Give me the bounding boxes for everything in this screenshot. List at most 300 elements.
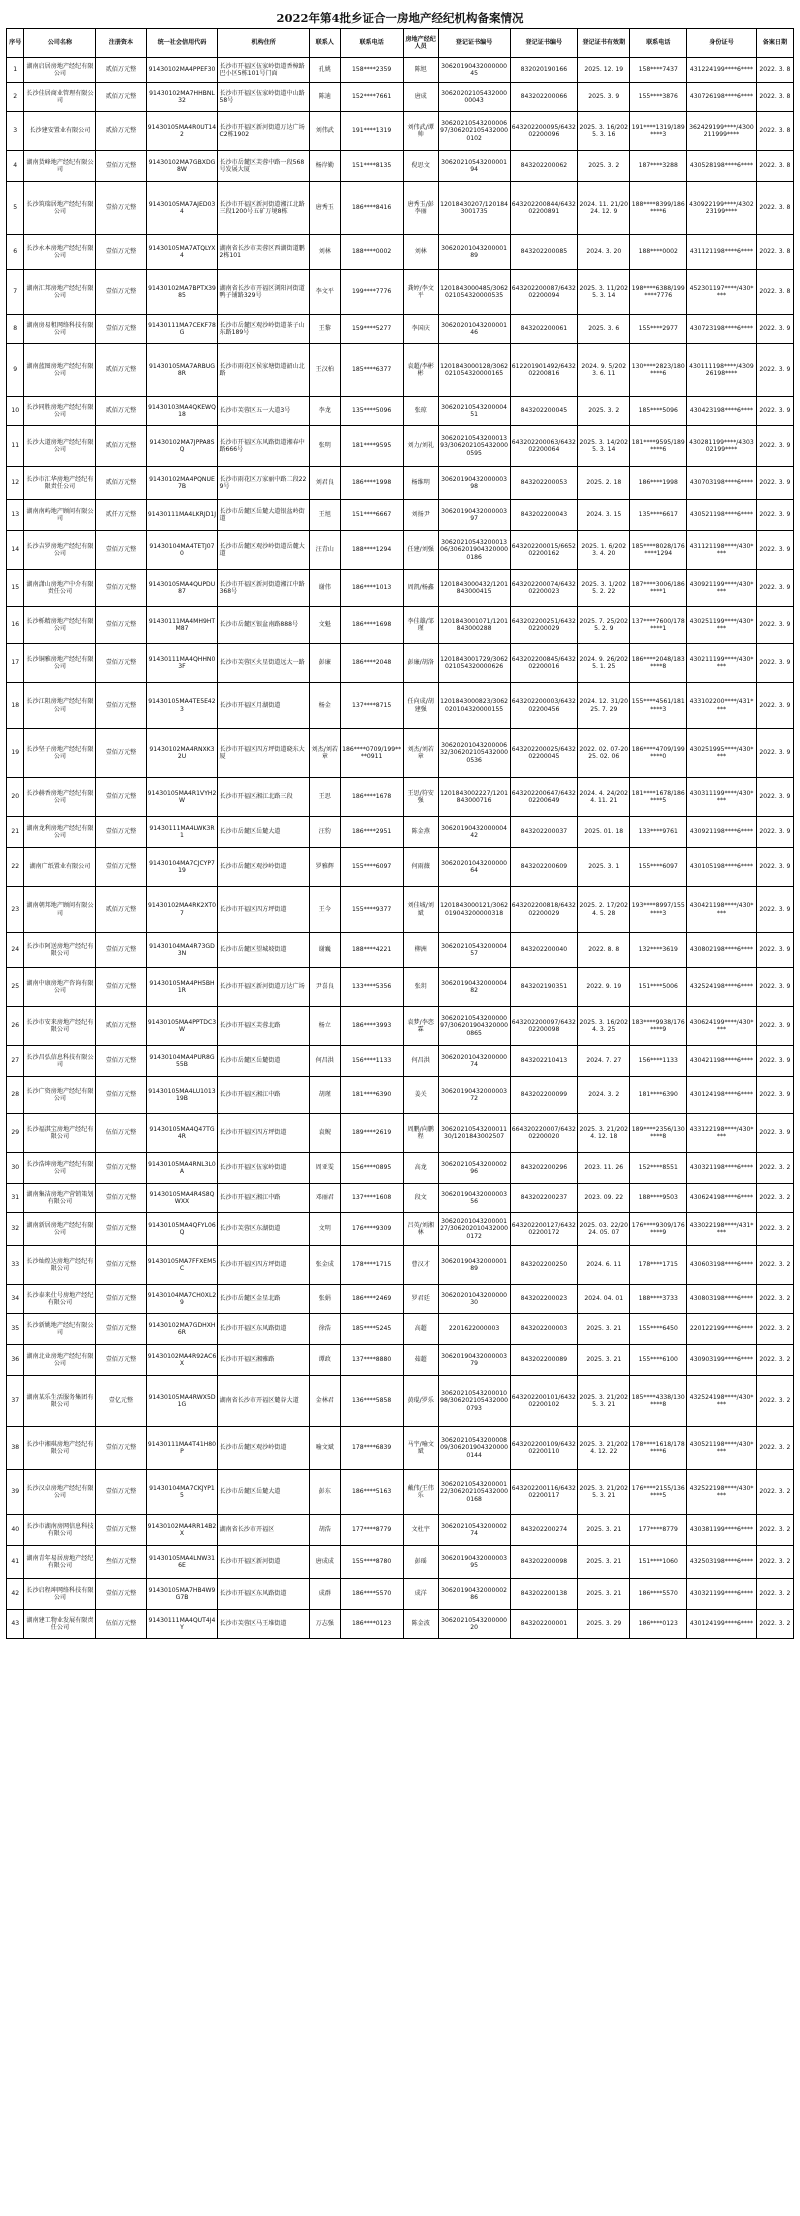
agent-name-cell: 周鹏/向鹏程 [403,1114,438,1153]
certificate-number-cell: 3062019043200000395 [438,1546,510,1579]
registration-number-cell: 643202200127/643202200172 [510,1213,578,1246]
row-number-cell: 35 [7,1314,24,1345]
company-name-cell: 湖南集洁房地产营销策划有限公司 [24,1184,96,1213]
certificate-validity-cell: 2025. 3. 1 [578,848,630,887]
row-number-cell: 37 [7,1376,24,1427]
table-row [7,933,794,968]
contact-person-cell: 汪青山 [310,531,341,570]
filing-date-cell: 2022. 3. 8 [756,58,793,83]
contact-phone-cell: 177****8779 [340,1515,403,1546]
id-number-cell: 430624198****6**** [687,1184,757,1213]
certificate-validity-cell: 2025. 3. 29 [578,1610,630,1639]
company-name-cell: 长沙筑瑞居地产经纪有限公司 [24,182,96,235]
credit-code-cell: 91430102MA4RNXK32U [146,729,218,778]
certificate-number-cell: 3062021054320001130/1201843002507 [438,1114,510,1153]
agent-phone-cell: 177****8779 [630,1515,687,1546]
table-row [7,1427,794,1470]
company-name-cell: 长沙泰来仕号房地产经纪有限公司 [24,1285,96,1314]
contact-person-cell: 张明 [310,426,341,467]
registered-capital-cell: 壹佰万元整 [96,1345,146,1376]
address-cell: 长沙市开福区新河街道湘江中路368号 [218,570,310,607]
contact-person-cell: 李龙 [310,397,341,426]
filing-date-cell: 2022. 3. 2 [756,1213,793,1246]
id-number-cell: 430723198****6**** [687,315,757,344]
registered-capital-cell: 叁佰万元整 [96,1546,146,1579]
credit-code-cell: 91430111MA4T41H80P [146,1427,218,1470]
registered-capital-cell: 贰佰万元整 [96,887,146,933]
registration-number-cell: 843202200053 [510,467,578,500]
contact-person-cell: 文魁 [310,607,341,644]
address-cell: 长沙市开福区湘江中路 [218,1184,310,1213]
agent-phone-cell: 185****5096 [630,397,687,426]
contact-phone-cell: 178****1715 [340,1246,403,1285]
certificate-number-cell: 3062021054320000457 [438,933,510,968]
certificate-number-cell: 3062021054320000697/3062021054320000102 [438,112,510,151]
agent-name-cell: 唐秀玉/彭李丽 [403,182,438,235]
address-cell: 长沙市芙蓉区火星街道远大一路 [218,644,310,683]
address-cell: 长沙市开福区湘雅路 [218,1345,310,1376]
company-name-cell: 湖南新居房地产经纪有限公司 [24,1213,96,1246]
contact-person-cell: 袁鲵 [310,1114,341,1153]
certificate-validity-cell: 2022. 8. 8 [578,933,630,968]
contact-person-cell: 胡浩 [310,1515,341,1546]
contact-phone-cell: 188****0002 [340,235,403,270]
id-number-cell: 430321199****6**** [687,1579,757,1610]
filing-date-cell: 2022. 3. 9 [756,1007,793,1046]
company-name-cell: 长沙福淇宝房地产经纪有限公司 [24,1114,96,1153]
address-cell: 长沙市开福区伍家岭街道香樟路巴小区5栋101号门面 [218,58,310,83]
table-row [7,1007,794,1046]
id-number-cell: 430726198****6**** [687,83,757,112]
id-number-cell: 431224199****6**** [687,58,757,83]
registration-number-cell: 843202200023 [510,1285,578,1314]
agent-phone-cell: 188****9503 [630,1184,687,1213]
row-number-cell: 36 [7,1345,24,1376]
company-name-cell: 湖南中康房地产咨询有限公司 [24,968,96,1007]
company-name-cell: 长沙广资房地产经纪有限公司 [24,1077,96,1114]
registration-number-cell: 843202200138 [510,1579,578,1610]
certificate-validity-cell: 2025. 3. 9 [578,83,630,112]
filing-date-cell: 2022. 3. 9 [756,570,793,607]
registration-number-cell: 643202200074/643202200023 [510,570,578,607]
registered-capital-cell: 伍佰万元整 [96,1610,146,1639]
certificate-number-cell: 3062019043200000356 [438,1184,510,1213]
table-row [7,817,794,848]
company-name-cell: 长沙灿煌达房地产经纪有限公司 [24,1246,96,1285]
company-name-cell: 湖南货峰地产经纪有限公司 [24,151,96,182]
row-number-cell: 34 [7,1285,24,1314]
address-cell: 长沙市岳麓区岳麓街道 [218,1046,310,1077]
company-name-cell: 湖南蓝图房地产经纪有限公司 [24,344,96,397]
registration-number-cell: 643202200251/643202200029 [510,607,578,644]
registered-capital-cell: 壹佰万元整 [96,570,146,607]
agent-phone-cell: 187****3006/186****1 [630,570,687,607]
certificate-validity-cell: 2025. 3. 21 [578,1579,630,1610]
certificate-number-cell: 3062021054320000194 [438,151,510,182]
company-name-cell: 长沙昌弘信息科技有限公司 [24,1046,96,1077]
registration-number-cell: 643202200097/643202200098 [510,1007,578,1046]
contact-phone-cell: 181****9595 [340,426,403,467]
certificate-validity-cell: 2025. 3. 2 [578,151,630,182]
certificate-validity-cell: 2024. 7. 27 [578,1046,630,1077]
id-number-cell: 432524198****/430**** [687,1376,757,1427]
filing-date-cell: 2022. 3. 9 [756,729,793,778]
filing-date-cell: 2022. 3. 9 [756,426,793,467]
address-cell: 长沙市芙蓉区东湖街道 [218,1213,310,1246]
address-cell: 长沙市开福区伍家岭街道 [218,1153,310,1184]
id-number-cell: 433022198****/431**** [687,1213,757,1246]
credit-code-cell: 91430105MA4LU101319B [146,1077,218,1114]
column-header: 备案日期 [756,29,793,58]
contact-phone-cell: 151****6667 [340,500,403,531]
column-header: 联系电话 [630,29,687,58]
contact-person-cell: 彭廉 [310,644,341,683]
row-number-cell: 13 [7,500,24,531]
certificate-validity-cell: 2022. 02. 07-2025. 02. 06 [578,729,630,778]
certificate-number-cell: 1201843000128/3062021054320000165 [438,344,510,397]
registration-number-cell: 843202200099 [510,1077,578,1114]
address-cell: 湖南省长沙市开福区麓谷大道 [218,1376,310,1427]
credit-code-cell: 91430105MA4QUPDU87 [146,570,218,607]
agent-phone-cell: 186****4709/199****0 [630,729,687,778]
contact-person-cell: 王汉柏 [310,344,341,397]
address-cell: 长沙市岳麓区银盆南路888号 [218,607,310,644]
filing-date-cell: 2022. 3. 8 [756,151,793,182]
registration-number-cell: 643202200025/643202200045 [510,729,578,778]
agent-phone-cell: 155****3876 [630,83,687,112]
credit-code-cell: 91430105MA4TE5E423 [146,683,218,729]
certificate-validity-cell: 2025. 2. 17/2024. 5. 28 [578,887,630,933]
id-number-cell: 431121198****/430**** [687,531,757,570]
id-number-cell: 430421198****/430**** [687,887,757,933]
table-row [7,887,794,933]
certificate-number-cell: 3062021054320001393/3062021054320000595 [438,426,510,467]
registered-capital-cell: 壹佰万元整 [96,270,146,315]
registered-capital-cell: 壹佰万元整 [96,1427,146,1470]
row-number-cell: 39 [7,1470,24,1515]
registration-number-cell: 843202200061 [510,315,578,344]
id-number-cell: 430421198****6**** [687,1046,757,1077]
table-row [7,467,794,500]
row-number-cell: 21 [7,817,24,848]
certificate-validity-cell: 2025. 1. 6/2023. 4. 20 [578,531,630,570]
registered-capital-cell: 壹佰万元整 [96,531,146,570]
registered-capital-cell: 壹佰万元整 [96,1046,146,1077]
company-name-cell: 湖南广纸置业有限公司 [24,848,96,887]
id-number-cell: 430603198****6**** [687,1246,757,1285]
contact-person-cell: 喻文斌 [310,1427,341,1470]
table-row [7,1077,794,1114]
agent-phone-cell: 135****6617 [630,500,687,531]
address-cell: 长沙市开福区东风路街道湘春中路666号 [218,426,310,467]
credit-code-cell: 91430105MA7AJED034 [146,182,218,235]
contact-phone-cell: 151****8135 [340,151,403,182]
address-cell: 长沙市雨花区万家丽中路二段229号 [218,467,310,500]
row-number-cell: 17 [7,644,24,683]
address-cell: 长沙市岳麓区金星北路 [218,1285,310,1314]
certificate-number-cell: 3062019043200000398 [438,467,510,500]
contact-phone-cell: 155****9377 [340,887,403,933]
contact-person-cell: 杨岸勤 [310,151,341,182]
contact-phone-cell: 188****1294 [340,531,403,570]
filing-date-cell: 2022. 3. 8 [756,270,793,315]
credit-code-cell: 91430111MA4LKRJD1J [146,500,218,531]
table-row [7,1213,794,1246]
filing-date-cell: 2022. 3. 9 [756,933,793,968]
agent-name-cell: 袁梦/李恋霖 [403,1007,438,1046]
table-row [7,1579,794,1610]
contact-phone-cell: 176****9309 [340,1213,403,1246]
address-cell: 长沙市开福区新河街道湘江北路三段1200号五矿万境8栋 [218,182,310,235]
company-name-cell: 长沙市汇华房地产经纪有限责任公司 [24,467,96,500]
contact-person-cell: 王黎 [310,315,341,344]
registered-capital-cell: 贰佰万元整 [96,83,146,112]
row-number-cell: 19 [7,729,24,778]
address-cell: 长沙市芙蓉区五一大道3号 [218,397,310,426]
id-number-cell: 430251199****/430**** [687,607,757,644]
agent-phone-cell: 155****6097 [630,848,687,887]
agent-phone-cell: 155****4561/181****3 [630,683,687,729]
contact-person-cell: 张娟 [310,1285,341,1314]
certificate-number-cell: 3062021054320000296 [438,1153,510,1184]
credit-code-cell: 91430105MA7FFXEM5C [146,1246,218,1285]
certificate-validity-cell: 2025. 3. 2 [578,397,630,426]
contact-person-cell: 周亚雯 [310,1153,341,1184]
address-cell: 长沙市开福区湘江北路三段 [218,778,310,817]
table-row [7,1046,794,1077]
filing-date-cell: 2022. 3. 9 [756,887,793,933]
contact-phone-cell: 185****5245 [340,1314,403,1345]
certificate-number-cell: 1201843002227/1201843000716 [438,778,510,817]
agent-phone-cell: 176****9309/176****9 [630,1213,687,1246]
certificate-number-cell: 3062021054320000020 [438,1610,510,1639]
agent-phone-cell: 181****6390 [630,1077,687,1114]
certificate-validity-cell: 2025. 3. 16/2025. 3. 16 [578,112,630,151]
table-row [7,112,794,151]
company-name-cell: 湖南龙利房地产经纪有限公司 [24,817,96,848]
filing-date-cell: 2022. 3. 8 [756,235,793,270]
registered-capital-cell: 贰仟万元整 [96,500,146,531]
certificate-validity-cell: 2024. 4. 24/2024. 11. 21 [578,778,630,817]
certificate-validity-cell: 2024. 3. 2 [578,1077,630,1114]
row-number-cell: 6 [7,235,24,270]
certificate-number-cell: 3062019043200000397 [438,500,510,531]
id-number-cell: 433122198****/430**** [687,1114,757,1153]
column-header: 联系人 [310,29,341,58]
contact-phone-cell: 178****6839 [340,1427,403,1470]
contact-phone-cell: 155****8780 [340,1546,403,1579]
filing-date-cell: 2022. 3. 9 [756,778,793,817]
agent-phone-cell: 137****7600/178****1 [630,607,687,644]
registration-number-cell: 843202200296 [510,1153,578,1184]
id-number-cell: 430624199****/430**** [687,1007,757,1046]
registered-capital-cell: 贰佰万元整 [96,344,146,397]
certificate-validity-cell: 2025. 3. 21 [578,1515,630,1546]
contact-phone-cell: 186****1013 [340,570,403,607]
certificate-number-cell: 3062019043200000372 [438,1077,510,1114]
id-number-cell: 431121198****6**** [687,235,757,270]
id-number-cell: 430381199****6**** [687,1515,757,1546]
credit-code-cell: 91430105MA7HB4W9G7B [146,1579,218,1610]
agent-phone-cell: 181****1678/186****5 [630,778,687,817]
row-number-cell: 22 [7,848,24,887]
address-cell: 长沙市岳麓区芙蓉中路一段568号发展大厦 [218,151,310,182]
row-number-cell: 5 [7,182,24,235]
id-number-cell: 430321198****6**** [687,1153,757,1184]
table-row [7,1546,794,1579]
agent-name-cell: 高超 [403,1314,438,1345]
company-name-cell: 湖南启居房地产经纪有限公司 [24,58,96,83]
table-row [7,644,794,683]
contact-phone-cell: 158****2359 [340,58,403,83]
filing-date-cell: 2022. 3. 2 [756,1610,793,1639]
id-number-cell: 430281199****/430302199**** [687,426,757,467]
contact-person-cell: 唐秀玉 [310,182,341,235]
contact-phone-cell: 199****7776 [340,270,403,315]
agent-name-cell: 刘林 [403,235,438,270]
certificate-number-cell: 3062021054320000809/3062019043200000144 [438,1427,510,1470]
contact-phone-cell: 159****5277 [340,315,403,344]
agent-phone-cell: 155****6450 [630,1314,687,1345]
column-header: 登记证书编号 [510,29,578,58]
certificate-number-cell: 1201843001729/3062021054320000626 [438,644,510,683]
company-name-cell: 湖南某乐生活服务集团有限公司 [24,1376,96,1427]
table-row [7,270,794,315]
table-row [7,968,794,1007]
contact-person-cell: 谢伟 [310,570,341,607]
credit-code-cell: 91430104MA4PUR8G55B [146,1046,218,1077]
agent-name-cell: 唐成 [403,83,438,112]
certificate-validity-cell: 2024. 6. 11 [578,1246,630,1285]
row-number-cell: 32 [7,1213,24,1246]
certificate-validity-cell: 2025. 3. 21/2025. 3. 21 [578,1470,630,1515]
credit-code-cell: 91430104MA4TETJ070 [146,531,218,570]
certificate-validity-cell: 2025. 3. 16/2024. 3. 25 [578,1007,630,1046]
agent-phone-cell: 155****6100 [630,1345,687,1376]
contact-person-cell: 唐成成 [310,1546,341,1579]
address-cell: 湖南省长沙市芙蓉区西湖街道鹏2栋101 [218,235,310,270]
agent-phone-cell: 193****8997/155****3 [630,887,687,933]
row-number-cell: 40 [7,1515,24,1546]
registered-capital-cell: 贰佰万元整 [96,467,146,500]
registered-capital-cell: 壹佰万元整 [96,683,146,729]
contact-phone-cell: 186****8416 [340,182,403,235]
company-name-cell: 湖南汇邦房地产经纪有限公司 [24,270,96,315]
document-title: 2022年第4批乡证合一房地产经纪机构备案情况 [276,11,524,25]
agent-phone-cell: 158****7437 [630,58,687,83]
agent-phone-cell: 186****0123 [630,1610,687,1639]
column-header: 登记证书编号 [438,29,510,58]
certificate-validity-cell: 2024. 9. 5/2023. 6. 11 [578,344,630,397]
row-number-cell: 10 [7,397,24,426]
registered-capital-cell: 壹佰万元整 [96,1470,146,1515]
company-name-cell: 长沙中湘琪房地产经纪有限公司 [24,1427,96,1470]
filing-date-cell: 2022. 3. 2 [756,1427,793,1470]
agent-name-cell: 戴伟/王伟乐 [403,1470,438,1515]
id-number-cell: 432524198****6**** [687,968,757,1007]
company-name-cell: 长沙永本房地产经纪有限公司 [24,235,96,270]
contact-person-cell: 谢巍 [310,933,341,968]
certificate-number-cell: 1201843001071/1201843000288 [438,607,510,644]
credit-code-cell: 91430104MA7CKJYP15 [146,1470,218,1515]
credit-code-cell: 91430105MA4Q47TG4R [146,1114,218,1153]
registered-capital-cell: 壹佰万元整 [96,1579,146,1610]
credit-code-cell: 91430102MA4PQNUE7B [146,467,218,500]
address-cell: 长沙市开福区芙蓉北路 [218,1007,310,1046]
agent-phone-cell: 130****2823/180****6 [630,344,687,397]
address-cell: 长沙市岳麓区观沙岭街道 [218,1427,310,1470]
address-cell: 长沙市芙蓉区马王堆街道 [218,1610,310,1639]
table-row [7,848,794,887]
address-cell: 长沙市开福区四方坪街道 [218,1114,310,1153]
filing-date-cell: 2022. 3. 2 [756,1579,793,1610]
credit-code-cell: 91430111MA4LWK3R1 [146,817,218,848]
row-number-cell: 1 [7,58,24,83]
certificate-validity-cell: 2025. 3. 21/2025. 3. 21 [578,1376,630,1427]
registration-number-cell: 643202200063/643202200064 [510,426,578,467]
credit-code-cell: 91430102MA4RK2XT07 [146,887,218,933]
credit-code-cell: 91430102MA4PPEF30 [146,58,218,83]
address-cell: 长沙市开福区四方坪街道 [218,887,310,933]
contact-phone-cell: 156****1133 [340,1046,403,1077]
certificate-validity-cell: 2024. 3. 15 [578,500,630,531]
certificate-validity-cell: 2025. 3. 1/2025. 2. 22 [578,570,630,607]
company-name-cell: 长沙大道房地产经纪有限公司 [24,426,96,467]
registered-capital-cell: 壹佰万元整 [96,729,146,778]
row-number-cell: 20 [7,778,24,817]
id-number-cell: 430105198****6**** [687,848,757,887]
certificate-number-cell: 3062019043200000286 [438,1579,510,1610]
table-row [7,1345,794,1376]
contact-person-cell: 何昌洪 [310,1046,341,1077]
table-row [7,182,794,235]
registered-capital-cell: 贰佰万元整 [96,1007,146,1046]
column-header: 注册资本 [96,29,146,58]
row-number-cell: 3 [7,112,24,151]
company-name-cell: 长沙佳居商业管理有限公司 [24,83,96,112]
contact-phone-cell: 135****5096 [340,397,403,426]
contact-person-cell: 罗雅辉 [310,848,341,887]
address-cell: 湖南省长沙市开福区 [218,1515,310,1546]
agent-phone-cell: 198****6388/199****7776 [630,270,687,315]
registered-capital-cell: 壹佰万元整 [96,1184,146,1213]
contact-person-cell: 万志强 [310,1610,341,1639]
registered-capital-cell: 壹佰万元整 [96,817,146,848]
id-number-cell: 430423198****6**** [687,397,757,426]
company-name-cell: 长沙栎精房地产经纪有限公司 [24,607,96,644]
filing-date-cell: 2022. 3. 9 [756,467,793,500]
certificate-number-cell: 3062019043200000189 [438,1246,510,1285]
table-row [7,151,794,182]
certificate-validity-cell: 2024. 12. 31/2025. 7. 29 [578,683,630,729]
certificate-number-cell: 3062019043200000482 [438,968,510,1007]
contact-phone-cell: 137****8715 [340,683,403,729]
contact-person-cell: 彭东 [310,1470,341,1515]
contact-phone-cell: 186****0123 [340,1610,403,1639]
agent-phone-cell: 133****9761 [630,817,687,848]
row-number-cell: 43 [7,1610,24,1639]
contact-phone-cell: 186****3993 [340,1007,403,1046]
company-name-cell: 长沙市阿送房地产经纪有限公司 [24,933,96,968]
table-row [7,426,794,467]
company-name-cell: 长沙赫香房地产经纪有限公司 [24,778,96,817]
row-number-cell: 4 [7,151,24,182]
agent-name-cell: 王思/符安强 [403,778,438,817]
certificate-number-cell: 3062020104320000189 [438,235,510,270]
row-number-cell: 9 [7,344,24,397]
contact-person-cell: 徐浩 [310,1314,341,1345]
filing-date-cell: 2022. 3. 2 [756,1285,793,1314]
